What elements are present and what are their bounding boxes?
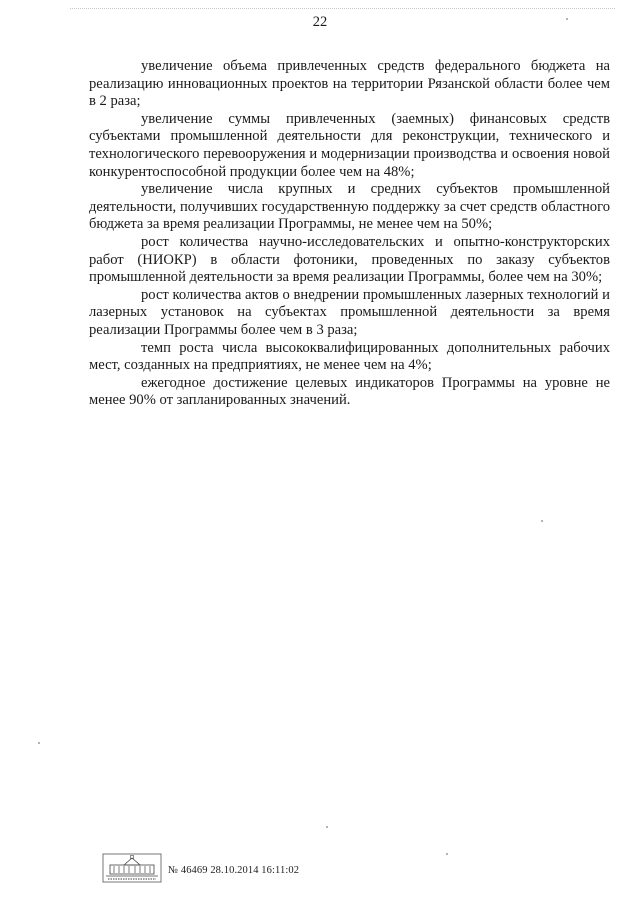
paragraph-federal-budget: увеличение объема привлеченных средств федерального бюджета на реализацию инновационных проектов на территории Рязанской области более чем в 2 раза; [89, 58, 610, 110]
paragraph-borrowed-funds: увеличение суммы привлеченных (заемных) финансовых средств субъектами промышленной деятельности для реконструкции, технического и технологического перевооружения и модернизации производства и освоения новой конкурентоспособной продукции более чем на 48%; [89, 110, 610, 180]
registration-timestamp: 28.10.2014 16:11:02 [210, 865, 300, 876]
document-body [89, 58, 610, 410]
scan-speck [326, 826, 328, 828]
scan-speck [541, 520, 543, 522]
paragraph-target-indicators: ежегодное достижение целевых индикаторов Программы на уровне не менее 90% от запланированных значений. [89, 374, 610, 409]
scan-speck [446, 853, 448, 855]
paragraph-laser-technologies: рост количества актов о внедрении промышленных лазерных технологий и лазерных установок на субъектах промышленной деятельности за время реализации Программы более чем в 3 раза; [89, 286, 610, 338]
paragraph-workplaces: темп роста числа высококвалифицированных дополнительных рабочих мест, созданных на предприятиях, не менее чем на 4%; [89, 339, 610, 374]
paragraph-niokr: рост количества научно-исследовательских и опытно-конструкторских работ (НИОКР) в области фотоники, проведенных по заказу субъектов промышленной деятельности за время реализации Программы, более чем на 30%; [89, 233, 610, 286]
scan-speck [566, 18, 568, 20]
scan-speck [38, 742, 40, 744]
document-number: № 46469 [168, 865, 208, 876]
scan-artifact-line [70, 8, 615, 9]
registration-stamp-text [168, 865, 299, 876]
paragraph-state-support: увеличение числа крупных и средних субъектов промышленной деятельности, получивших государственную поддержку за счет средств областного бюджета за время реализации Программы, не менее чем на 50%; [89, 181, 610, 233]
building-stamp-icon [102, 853, 162, 883]
page-number: 22 [312, 14, 328, 30]
registration-footer [102, 853, 362, 883]
